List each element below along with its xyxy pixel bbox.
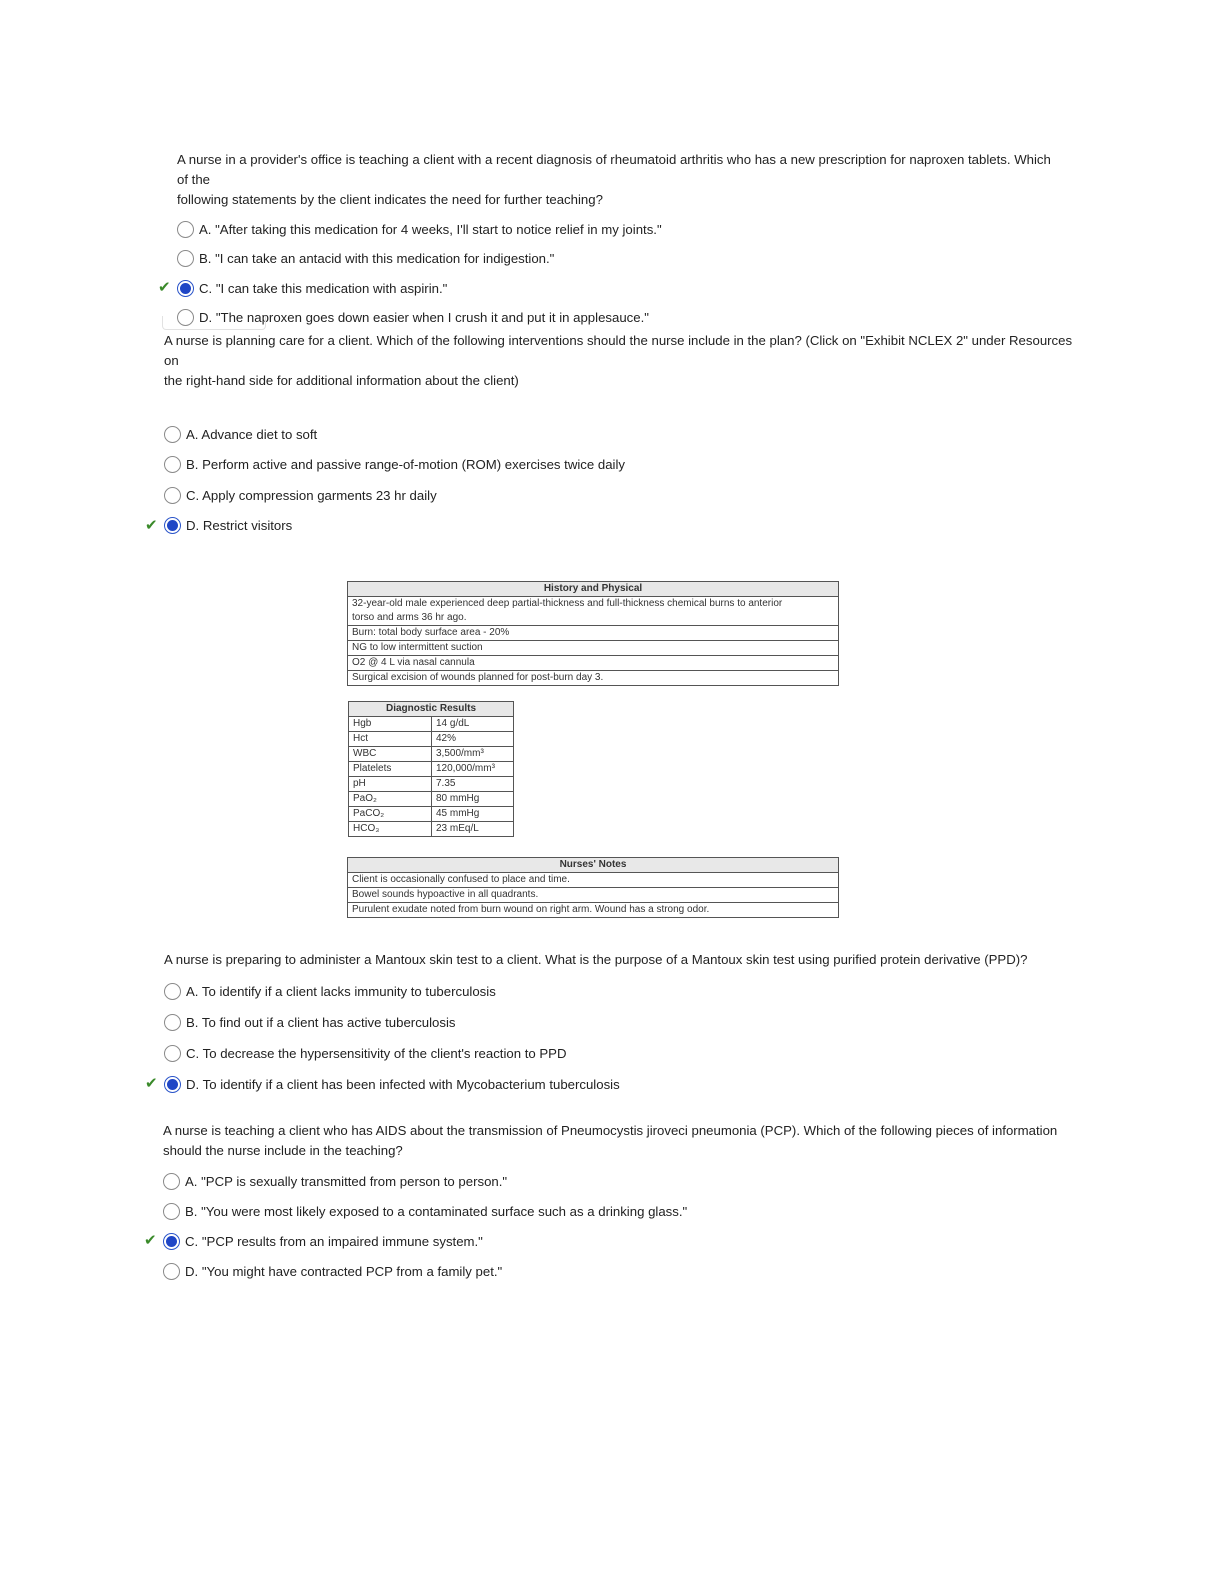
- question-3-stem: [164, 950, 1064, 970]
- lab-value: 42%: [432, 732, 514, 747]
- option-label: A. Advance diet to soft: [186, 426, 318, 442]
- question-1: [158, 150, 1057, 328]
- radio-button[interactable]: [164, 1014, 181, 1031]
- history-row: torso and arms 36 hr ago.: [348, 611, 839, 626]
- radio-button[interactable]: [164, 456, 181, 473]
- radio-button[interactable]: [163, 1173, 180, 1190]
- radio-button[interactable]: [177, 221, 194, 238]
- nurses-notes-table: [347, 857, 839, 918]
- lab-name: Hct: [349, 732, 432, 747]
- radio-button-selected[interactable]: [177, 280, 194, 297]
- radio-button-selected[interactable]: [163, 1233, 180, 1250]
- notes-row: Purulent exudate noted from burn wound on right arm. Wound has a strong odor.: [348, 903, 839, 918]
- lab-value: 45 mmHg: [432, 807, 514, 822]
- question-3-option-c[interactable]: [164, 1043, 1064, 1063]
- question-2-stem: [164, 331, 1074, 391]
- lab-name: Hgb: [349, 717, 432, 732]
- question-1-option-b[interactable]: [177, 249, 1057, 269]
- checkmark-icon: ✔: [144, 1232, 157, 1249]
- option-label: A. "PCP is sexually transmitted from person to person.": [185, 1173, 508, 1189]
- question-4-option-c[interactable]: [144, 1231, 1063, 1251]
- lab-name: pH: [349, 777, 432, 792]
- lab-name: PaCO₂: [349, 807, 432, 822]
- question-3-option-b[interactable]: [164, 1012, 1064, 1032]
- radio-button[interactable]: [164, 983, 181, 1000]
- question-4-stem: [163, 1121, 1063, 1161]
- history-physical-table: [347, 581, 839, 686]
- option-label: B. To find out if a client has active tuberculosis: [186, 1014, 456, 1030]
- question-1-option-a[interactable]: [177, 219, 1057, 239]
- option-label: D. "You might have contracted PCP from a family pet.": [185, 1263, 503, 1279]
- lab-value: 23 mEq/L: [432, 822, 514, 837]
- history-row: Burn: total body surface area - 20%: [348, 626, 839, 641]
- option-label: C. Apply compression garments 23 hr daily: [186, 487, 437, 503]
- history-row: O2 @ 4 L via nasal cannula: [348, 656, 839, 671]
- lab-name: Platelets: [349, 762, 432, 777]
- notes-row: Bowel sounds hypoactive in all quadrants.: [348, 888, 839, 903]
- option-label: A. To identify if a client lacks immunity to tuberculosis: [186, 983, 496, 999]
- question-4-option-b[interactable]: [163, 1201, 1063, 1221]
- radio-button-selected[interactable]: [164, 517, 181, 534]
- diagnostic-results-table: [348, 701, 514, 837]
- question-2: [145, 331, 1074, 536]
- notes-row: Client is occasionally confused to place and time.: [348, 873, 839, 888]
- option-label: C. To decrease the hypersensitivity of the client's reaction to PPD: [186, 1045, 567, 1061]
- question-1-option-c[interactable]: [158, 278, 1057, 298]
- history-row: NG to low intermittent suction: [348, 641, 839, 656]
- history-table-title: History and Physical: [348, 582, 839, 597]
- lab-name: HCO₃: [349, 822, 432, 837]
- option-label: D. "The naproxen goes down easier when I crush it and put it in applesauce.": [199, 310, 649, 325]
- question-1-stem: [177, 150, 1057, 210]
- radio-button[interactable]: [163, 1263, 180, 1280]
- lab-value: 14 g/dL: [432, 717, 514, 732]
- checkmark-icon: ✔: [145, 1075, 158, 1092]
- question-2-option-a[interactable]: [164, 424, 1074, 444]
- question-1-stem-line-1: A nurse in a provider's office is teaching a client with a recent diagnosis of rheumatoid arthritis who has a new prescription for naproxen tablets. Which of the: [177, 152, 1051, 187]
- history-row: 32-year-old male experienced deep partial-thickness and full-thickness chemical burns to anterior: [348, 597, 839, 612]
- radio-button-selected[interactable]: [164, 1076, 181, 1093]
- lab-value: 80 mmHg: [432, 792, 514, 807]
- question-3: [145, 950, 1064, 1094]
- radio-button[interactable]: [164, 426, 181, 443]
- question-4-option-d[interactable]: [163, 1261, 1063, 1281]
- radio-button[interactable]: [164, 1045, 181, 1062]
- lab-value: 120,000/mm³: [432, 762, 514, 777]
- option-label: D. Restrict visitors: [186, 518, 293, 533]
- question-4-stem-line-2: should the nurse include in the teaching?: [163, 1143, 403, 1158]
- option-label: B. Perform active and passive range-of-motion (ROM) exercises twice daily: [186, 457, 626, 472]
- diagnostic-table-title: Diagnostic Results: [349, 702, 514, 717]
- radio-button[interactable]: [164, 487, 181, 504]
- question-2-stem-line-2: the right-hand side for additional information about the client): [164, 373, 519, 388]
- lab-value: 7.35: [432, 777, 514, 792]
- question-4-stem-line-1: A nurse is teaching a client who has AIDS about the transmission of Pneumocystis jiroveci pneumonia (PCP). Which of the following pieces of information: [163, 1123, 1058, 1138]
- option-label: C. "PCP results from an impaired immune system.": [185, 1233, 483, 1249]
- lab-name: WBC: [349, 747, 432, 762]
- question-3-option-a[interactable]: [164, 981, 1064, 1001]
- question-2-option-c[interactable]: [164, 485, 1074, 505]
- option-label: B. "You were most likely exposed to a contaminated surface such as a drinking glass.": [185, 1203, 688, 1219]
- radio-button[interactable]: [177, 250, 194, 267]
- question-1-stem-line-2: following statements by the client indicates the need for further teaching?: [177, 192, 603, 207]
- lab-name: PaO₂: [349, 792, 432, 807]
- notes-table-title: Nurses' Notes: [348, 858, 839, 873]
- checkmark-icon: ✔: [158, 279, 171, 296]
- question-4-option-a[interactable]: [163, 1171, 1063, 1191]
- option-label: A. "After taking this medication for 4 weeks, I'll start to notice relief in my joints.": [199, 221, 662, 237]
- faint-divider-box: [162, 316, 266, 330]
- question-1-option-d[interactable]: [177, 308, 1057, 328]
- option-label: C. "I can take this medication with aspirin.": [199, 280, 448, 296]
- checkmark-icon: ✔: [145, 516, 158, 534]
- lab-value: 3,500/mm³: [432, 747, 514, 762]
- question-2-stem-line-1: A nurse is planning care for a client. Which of the following interventions should the nurse include in the plan? (Click on "Exhibit NCLEX 2" under Resources on: [164, 333, 1073, 368]
- question-2-option-d[interactable]: [145, 516, 1074, 536]
- question-3-stem-line-1: A nurse is preparing to administer a Mantoux skin test to a client. What is the purpose of a Mantoux skin test using purified protein derivative (PPD)?: [164, 952, 1028, 967]
- radio-button[interactable]: [163, 1203, 180, 1220]
- history-row: Surgical excision of wounds planned for post-burn day 3.: [348, 671, 839, 686]
- option-label: B. "I can take an antacid with this medication for indigestion.": [199, 251, 555, 266]
- option-label: D. To identify if a client has been infected with Mycobacterium tuberculosis: [186, 1076, 620, 1092]
- question-3-option-d[interactable]: [145, 1074, 1064, 1094]
- question-2-option-b[interactable]: [164, 455, 1074, 475]
- question-4: [144, 1121, 1063, 1281]
